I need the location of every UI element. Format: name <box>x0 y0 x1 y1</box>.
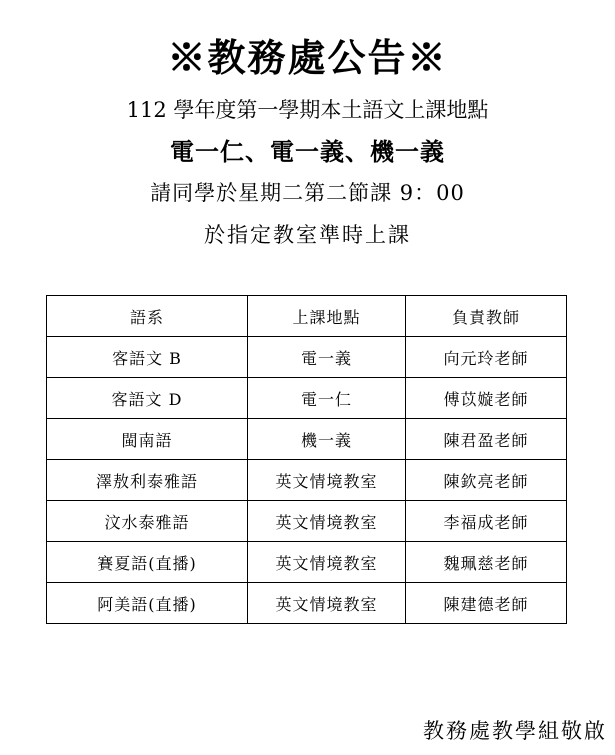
signature: 教務處教學組敬啟 <box>423 719 607 743</box>
cell-language: 賽夏語(直播) <box>47 542 248 583</box>
notice-title: ※教務處公告※ <box>167 35 448 80</box>
notice-subtitle: 112 學年度第一學期本土語文上課地點 <box>126 98 489 122</box>
table-row <box>47 460 567 501</box>
cell-location: 英文情境教室 <box>248 460 406 501</box>
notice-classes: 電一仁、電一義、機一義 <box>170 137 445 166</box>
table-row <box>47 337 567 378</box>
header-teacher: 負責教師 <box>406 296 567 337</box>
table-row <box>47 501 567 542</box>
header-language: 語系 <box>47 296 248 337</box>
cell-location: 英文情境教室 <box>248 583 406 624</box>
cell-location: 機一義 <box>248 419 406 460</box>
cell-language: 澤敖利泰雅語 <box>47 460 248 501</box>
schedule-table <box>46 295 567 624</box>
cell-location: 英文情境教室 <box>248 501 406 542</box>
notice-instruction-time: 請同學於星期二第二節課 9：00 <box>150 181 465 205</box>
cell-teacher: 陳欽亮老師 <box>406 460 567 501</box>
cell-teacher: 李福成老師 <box>406 501 567 542</box>
cell-teacher: 傅苡嫙老師 <box>406 378 567 419</box>
cell-teacher: 向元玲老師 <box>406 337 567 378</box>
header-location: 上課地點 <box>248 296 406 337</box>
cell-location: 電一仁 <box>248 378 406 419</box>
cell-teacher: 陳建德老師 <box>406 583 567 624</box>
cell-teacher: 陳君盈老師 <box>406 419 567 460</box>
table-row <box>47 583 567 624</box>
cell-language: 汶水泰雅語 <box>47 501 248 542</box>
cell-location: 電一義 <box>248 337 406 378</box>
cell-language: 客語文 D <box>47 378 248 419</box>
table-row <box>47 378 567 419</box>
cell-language: 閩南語 <box>47 419 248 460</box>
table-header-row <box>47 296 567 337</box>
notice-instruction-place: 於指定教室準時上課 <box>204 223 411 247</box>
table-row <box>47 419 567 460</box>
cell-language: 客語文 B <box>47 337 248 378</box>
cell-teacher: 魏珮慈老師 <box>406 542 567 583</box>
cell-language: 阿美語(直播) <box>47 583 248 624</box>
table-row <box>47 542 567 583</box>
cell-location: 英文情境教室 <box>248 542 406 583</box>
